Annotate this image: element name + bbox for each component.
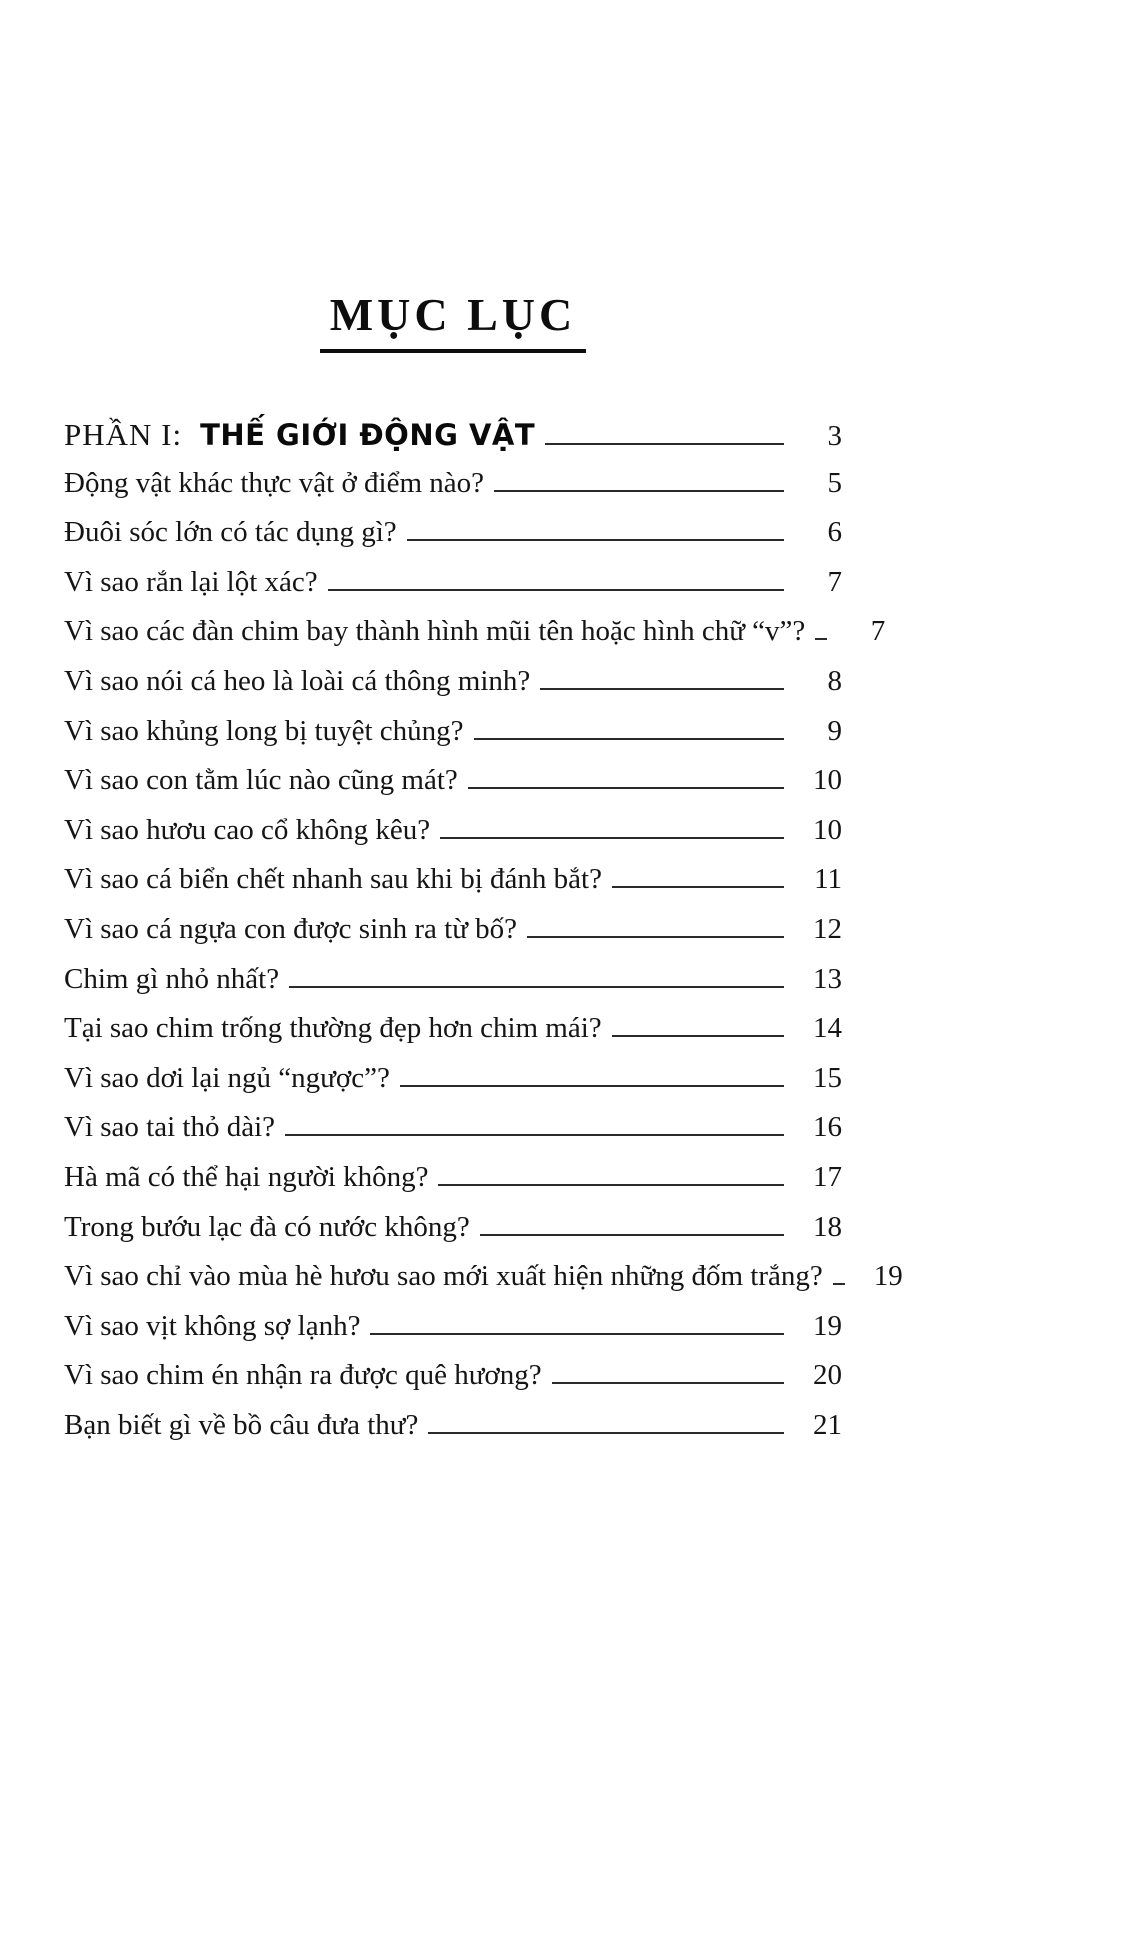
entry-title: Trong bướu lạc đà có nước không? [64,1210,470,1243]
page-number: 9 [827,714,842,747]
page-number: 7 [827,565,842,598]
entry-title: Vì sao rắn lại lột xác? [64,565,318,598]
entry-title: Chim gì nhỏ nhất? [64,962,280,995]
dot-leader [370,1333,784,1335]
entry-title: Tại sao chim trống thường đẹp hơn chim mái? [64,1012,602,1045]
page-number: 3 [827,420,842,452]
dot-leader [428,1432,784,1434]
entry-title: Vì sao các đàn chim bay thành hình mũi tên hoặc hình chữ “v”? [64,615,806,648]
dot-leader [438,1184,784,1186]
toc-entry-row [64,764,842,814]
dot-leader [545,443,784,445]
toc-entry-row [64,715,842,765]
entry-title: Vì sao cá ngựa con được sinh ra từ bố? [64,912,518,945]
entry-title: Vì sao vịt không sợ lạnh? [64,1309,361,1342]
page-number: 10 [813,813,842,846]
dot-leader [612,886,784,888]
dot-leader [440,837,784,839]
entry-title: Vì sao khủng long bị tuyệt chủng? [64,714,464,747]
dot-leader [468,787,784,789]
page-number: 7 [870,615,886,648]
entry-title: Vì sao con tằm lúc nào cũng mát? [64,764,458,797]
entry-title: Vì sao tai thỏ dài? [64,1111,276,1144]
page-number: 21 [813,1408,842,1441]
toc-entry-row [64,1359,842,1409]
dot-leader [540,688,784,690]
page-number: 14 [813,1012,842,1045]
page-number: 19 [813,1309,842,1342]
entry-title: Hà mã có thể hại người không? [64,1160,429,1193]
page-number: 12 [813,912,842,945]
page-number: 13 [813,962,842,995]
toc-entry-row [64,1260,903,1310]
dot-leader [328,589,784,591]
page-number: 18 [813,1210,842,1243]
toc-entry-row [64,1161,842,1211]
toc-entry-row [64,1409,842,1459]
toc-entry-row [64,1211,842,1261]
dot-leader [612,1035,784,1037]
dot-leader [285,1134,784,1136]
entry-title: Vì sao hươu cao cổ không kêu? [64,813,431,846]
dot-leader [527,936,784,938]
page-number: 6 [827,516,842,549]
toc-entry-row [64,566,842,616]
page-title: MỤC LỤC [320,288,586,353]
dot-leader [833,1283,845,1285]
entry-title: Bạn biết gì về bồ câu đưa thư? [64,1408,419,1441]
toc-entry-row [64,467,842,517]
part-number-label: PHẦN I: [64,417,183,452]
toc-part-row [64,417,842,467]
toc-list [64,417,903,1458]
entry-title: Đuôi sóc lớn có tác dụng gì? [64,516,397,549]
entry-title: Động vật khác thực vật ở điểm nào? [64,466,485,499]
page-number: 20 [813,1359,842,1392]
toc-entry-row [64,1012,842,1062]
toc-entry-row [64,615,886,665]
dot-leader [480,1234,784,1236]
title-wrapper [64,288,842,353]
toc-entry-row [64,665,842,715]
dot-leader [474,738,784,740]
toc-entry-row [64,1062,842,1112]
page-number: 11 [814,863,842,896]
dot-leader [407,539,784,541]
page-number: 16 [813,1111,842,1144]
toc-entry-row [64,963,842,1013]
entry-title: Vì sao cá biển chết nhanh sau khi bị đánh bắt? [64,863,602,896]
part-title: THẾ GIỚI ĐỘNG VẬT [200,418,536,452]
entry-title: Vì sao nói cá heo là loài cá thông minh? [64,664,531,697]
dot-leader [552,1382,784,1384]
page-number: 8 [827,664,842,697]
dot-leader [289,986,784,988]
dot-leader [494,490,784,492]
toc-entry-row [64,814,842,864]
toc-entry-row [64,516,842,566]
toc-entry-row [64,913,842,963]
page-number: 5 [827,466,842,499]
toc-content-column [64,0,903,1458]
entry-title: Vì sao chỉ vào mùa hè hươu sao mới xuất hiện những đốm trắng? [64,1260,823,1293]
entry-title: Vì sao chim én nhận ra được quê hương? [64,1359,542,1392]
dot-leader [815,638,827,640]
page-number: 19 [873,1260,903,1293]
page-number: 10 [813,764,842,797]
toc-entry-row [64,1111,842,1161]
toc-entry-row [64,1310,842,1360]
entry-title: Vì sao dơi lại ngủ “ngược”? [64,1061,390,1094]
page-number: 17 [813,1160,842,1193]
page-number: 15 [813,1061,842,1094]
dot-leader [400,1085,784,1087]
toc-entry-row [64,863,842,913]
